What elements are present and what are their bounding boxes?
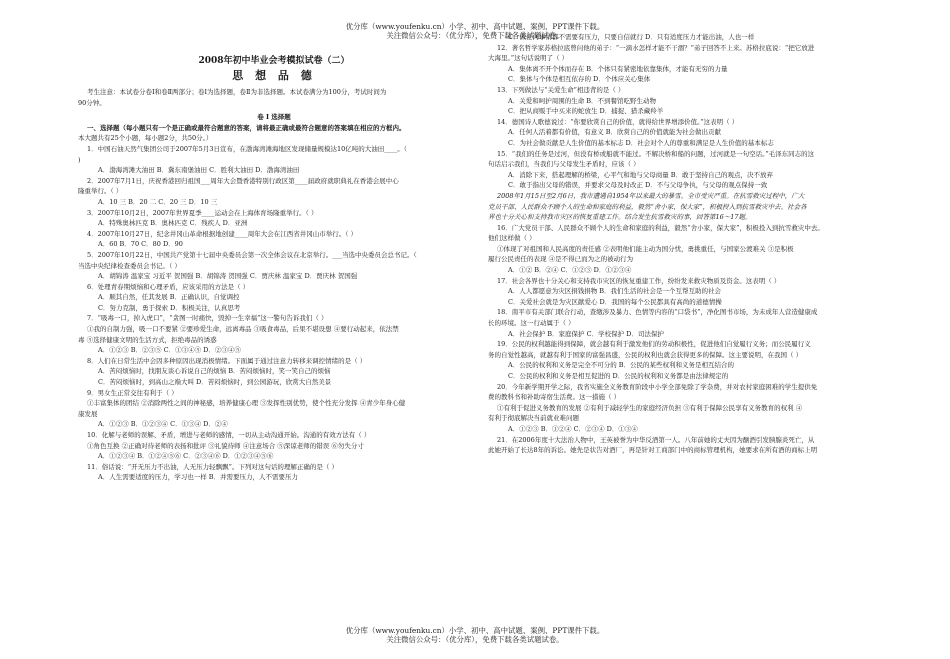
question-line: 5．2007年10月22日，中国共产党第十七届中央委员会第一次全体会议在北京举行。___当选中央委员会总书记。（ [87,250,417,259]
question-line: 7．“吸毒一口，掉入虎口”，“贪图一时痛快，毁掉一生幸福”这一警句告诉我们（ ） [87,314,328,323]
question-line: A．关爱和呵护周围的生命 B．不到餐馆吃野生动物 [508,96,657,105]
question-line: 务的自觉性越高，就越有利于国家的富强昌盛，公民的权利也就会获得更多的保障。这主要说明，在我国（ ） [488,350,803,359]
question-line: A．①②③ B．①②④ C．②③④ D．①③④ [508,424,638,433]
question-line: ①有利于促进义务教育的发展 ②有利于减轻学生的家庭经济负担 ③有利于保障公民享有义务教育的权利 ④ [497,403,803,412]
right-column [488,32,880,456]
banner-line-2: 关注微信公众号：（优分库），免费下载各类试题试卷。 [386,635,564,644]
question-line: 16．广大党员干部、人民群众不顾个人的生命和家庭的利益，毅然“舍小家，保大家”，积极投入到抗雪救灾中去。 [497,223,824,232]
section-heading-cont: 本大题共有25个小题，每小题2分，共50分。） [78,134,213,143]
question-line: 9．男女生正常交往有利于（ ） [87,388,178,397]
question-line: 有利于彻底解决当前就业难问题 [488,414,579,423]
question-line: 18．南平市有关部门联合行动，查缴涉及暴力、色情等内容的“口袋书”，净化图书市场，为未成年人营造健康成 [497,308,818,317]
question-line: 康发展 [78,409,98,418]
question-line: A．60 B．70 C．80 D．90 [98,240,183,249]
left-column [78,52,470,483]
question-line: 党员干部、人民群众不顾个人的生命和家庭的利益，毅然“舍小家，保大家”，积极投入到抗雪救灾中去。社会各 [488,202,807,211]
question-line: 费的教科书和补助寄宿生活费。这一措施（ ） [488,393,621,402]
question-line: 13．下列做法与“关爱生命”相违背的是（ ） [497,85,625,94]
question-line: C．做任何事情都不需要有压力，只要自信就行 D．只有适度压力才能出油，人也一样 [508,33,755,41]
section-heading: 一、选择题（每小题只有一个是正确或最符合题意的答案，请将最正确或最符合题意的答案填在相应的方框内。 [87,123,406,132]
question-line: A．渤海湾滩大油田 B．冀东南堡油田 C．胜利大油田 D．渤海湾油田 [98,166,300,175]
question-line: A．人生需要适度的压力，学习也一样 B．并需要压力，人不需要压力 [98,473,299,482]
notice-line: 考生注意：本试卷分卷Ⅰ和卷Ⅱ两部分；卷Ⅰ为选择题，卷Ⅱ为非选择题。本试卷满分为100分，考试时间为 [87,88,387,96]
question-line: A．社会保护 B．家庭保护 C．学校保护 D．司法保护 [508,329,664,338]
question-line: A．①②③ B．②③⑤ C．①③④⑤ D．②③④⑤ [98,346,241,355]
question-line: C．把从商贩手中买来的蛇放生 D．捕捉、猎杀藏羚羊 [508,107,664,116]
question-line: 当选中央纪律检查委员会书记。（ ） [78,261,181,270]
question-line: 10．化解与老师的误解、矛盾，增进与老师的感情，一切从主动沟通开始。沟通的有效方法有（ ） [87,431,371,439]
question-line: 他们这样做（ ） [488,234,536,243]
question-line: 8．人们在日常生活中会因多种原因出现消极情绪。下面属于通过注意力转移来调控情绪的是（ ） [87,356,367,365]
question-line: 3．2007年10月2日，2007年世界夏季____运动会在上海体育场隆重举行。（ ） [87,208,318,217]
question-line: 11．俗话说：“开无压力不出油，人无压力轻飘飘”。下列对这句话的理解正确的是（ ） [87,462,338,471]
question-line: 2008年1月15日至2月6日，我市遭遇自1954年以来最大的暴雪。全市受灾严重。在抗雪救灾过程中，广大 [497,191,805,200]
banner-line-1: 优分库（www.youfenku.cn）小学、初中、高中试题、案例、PPT课件下载。 [345,626,605,635]
question-line: 21．在2006年度十大法治人物中，王英被誉为中华反酒第一人。八年前她的丈夫因为酗酒引发胰腺炎死亡，从 [497,435,815,444]
banner-line-1: 优分库（www.youfenku.cn）小学、初中、高中试题、案例、PPT课件下载。 [345,22,605,31]
question-line: A．任何人活着都有价值，有意义 B．欣赏自己的价值就能为社会做出贡献 [508,128,722,137]
question-line: A．①②③ B．①②③④ C．①③④ D．②④ [98,420,228,429]
question-line: A．集体离不开个体而存在 B．个体只有紧密地依靠集体，才能有无穷的力量 [508,64,728,73]
question-line: A．苦闷烦恼时，找朋友谈心诉说自己的烦恼 B．苦闷烦恼时，笑一笑自己的烦恼 [98,367,331,376]
question-line: A．①②③④ B．①②④⑤⑥ C．②③④⑥ D．①②③④⑤⑥ [98,452,274,461]
question-line: C．关爱社会就是为灾区献爱心 D．我国的每个公民都具有高尚的道德情操 [508,297,722,306]
question-line: ①体现了对祖国和人民高度的责任感 ②表明他们能主动为国分忧，勇挑重任，与国家公渡难关 ③是积极 [497,244,794,253]
question-line: C．努力克制，勇于探索 D．积极关注，认真思考 [98,303,241,312]
question-line: 履行公民责任的表现 ④是不得已而为之的被动行为 [488,255,634,264]
question-line: 2．2007年7月1日，庆祝香港回归祖国___周年大会暨香港特别行政区第____届政府就职典礼在香港会展中心 [87,176,399,185]
question-line: A．消除下来，搭起理解的桥梁，心平气和地与父母商量 B．敢于坚持自己的观点，决不放弃 [508,170,774,179]
question-line: 此她开始了长达8年的诉讼。她先是状告对酒厂，再是针对工商部门中的商标管理机构，她要求在所有酒的商标上明 [488,446,818,455]
question-line: C．集体与个体是相互依存的 D．个体应关心集体 [508,75,651,84]
question-line: A．胡锦涛 温家宝 习近平 贺国强 B．胡锦涛 贺国强 C．贾庆林 温家宝 D．贾庆林 贺国强 [98,272,358,281]
question-line: C．公民的权利和义务是相互促进的 D．公民的权利和义务都是由法律规定的 [508,372,729,380]
exam-title: 2008年初中毕业会考模拟试卷（二） [198,56,350,66]
question-line: ①丰富集体的团结 ②消除两性之间的神秘感，培养健康心理 ③发挥性别优势，使个性充分发挥 ④青少年身心健 [87,399,406,408]
question-line: A．人人都愿意为灾区捐钱捐物 B．我们生活的社会是一个互帮互助的社会 [508,287,722,296]
question-line: A．特殊奥林匹克 B．奥林匹克 C．残疾人 D．亚洲 [98,219,248,228]
question-line: 4．2007年10月27日，纪念井冈山革命根据地创建____周年大会在江西省井冈山市举行。（ ） [87,229,358,238]
left-question-list [78,144,470,483]
question-line: 19．公民的权利越能得到保障，就会越有利于激发他们的劳动积极性，促进他们自觉履行义务；而公民履行义 [497,340,811,349]
right-question-list [488,32,880,456]
question-line: 12．著名哲学家苏格拉底曾问他的弟子：“一滴水怎样才能不干涸？”弟子回答不上来。苏格拉底说：“把它放进 [497,43,815,52]
question-line: A．10 三 B．20 二 C．20 三 D．10 三 [98,197,218,206]
question-line: 15．“我们的任务是过河，但没有桥或船就不能过。不解决桥和船的问题，过河就是一句空话。”毛泽东同志的这 [497,149,815,158]
question-line: C．苦闷烦恼时，到高山之巅大叫 D．苦闷烦恼时，到公园游玩，欣赏大自然美景 [98,378,332,387]
question-line: A．顺其自然，任其发展 B．正确认识，自觉调控 [98,293,240,302]
bottom-watermark-banner [0,626,950,644]
question-line: C．敢于指出父母的错误，并要求父母及时改正 D．不与父母争执，与父母的观点保持一致 [508,181,768,190]
question-line: 1．中国石油天然气集团公司于2007年5月3日宣布，在渤海湾滩海地区发现储量规模达10亿吨的大油田____。（ [87,144,407,153]
question-line: 6．处理青春期烦恼和心理矛盾，应该采用的方法是（ ） [87,282,250,291]
volume-heading: 卷 Ⅰ 选择题 [257,113,291,122]
question-line: 17．社会各界也十分关心和支持我市灾区的恢复重建工作，纷纷发来救灾物质及资金。这表明（ ） [497,276,781,285]
question-line: ) [78,155,81,164]
question-line: 20．今年新学期开学之际，我省实施全义务教育阶段中小学全部免除了学杂费，并对农村家庭困难的学生提供免 [497,382,818,391]
exam-subject: 思 想 品 德 [232,69,316,82]
question-line: 隆重举行。（ ） [78,187,123,196]
banner-line-2: 关注微信公众号：（优分库），免费下载各类试题试卷。 [386,31,564,40]
question-line: 长的环境。这一行动属于（ ） [488,319,575,328]
question-line: 毒 ⑤选择健康文明的生活方式，拒绝毒品的诱惑 [78,335,217,344]
question-line: 句话启示我们，当我们与父母发生矛盾时，应该（ ） [488,160,640,169]
notice-line: 90分钟。 [78,98,106,107]
question-line: A．公民的权利和义务是完全不可分的 B．公民的某些权利和义务是相互结合的 [508,361,735,370]
question-line: ①我的自制力强，吸一口不要紧 ②要珍爱生命，远离毒品 ③吸食毒品，后果不堪设想 ④要行动起来，依法禁 [87,325,399,334]
question-line: ①角色互换 ②正确对待老师的表扬和批评 ③礼貌待师 ④注意场合 ⑤深谅老师的错误 ⑥勿失分寸 [87,441,364,450]
question-line: 界也十分关心和支持我市灾区的恢复重建工作。结合发生抗雪救灾的事，回答第16～17题。 [488,213,752,222]
question-line: 14．德国诗人歌德说过：“你要欣赏自己的价值，就得给世界增添价值。”这表明（ ） [497,117,739,126]
question-line: 大海里。”这句话说明了（ ） [488,54,569,63]
question-line: C．为社会做贡献是人生价值的基本标志 D．社会对个人的尊重和满足是人生价值的基本标志 [508,138,774,147]
question-line: A．①② B．②④ C．①②③ D．①②③④ [508,266,632,275]
